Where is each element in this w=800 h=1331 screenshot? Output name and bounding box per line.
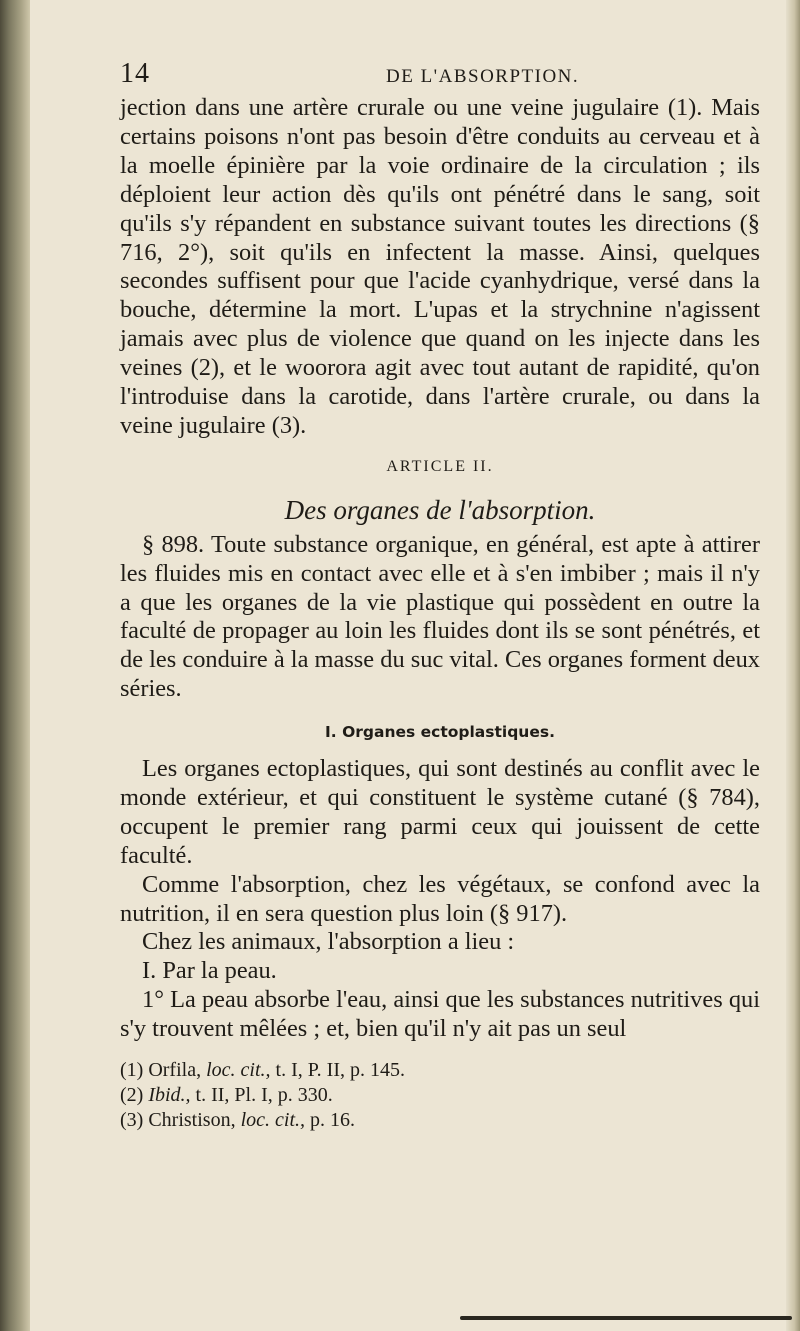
body-paragraph-animals: Chez les animaux, l'absorption a lieu : — [142, 928, 515, 956]
page-edge-shadow — [786, 0, 800, 1331]
book-binding-shadow — [0, 0, 30, 1331]
body-paragraph-skin-absorbs: 1° La peau absorbe l'eau, ainsi que les substances nutritives qui s'y trouvent mêlées ; et, bien qu'il n'y ait pas un seul — [120, 986, 760, 1043]
footnote-ref: Ibid., — [148, 1084, 191, 1107]
running-head — [120, 60, 760, 94]
footnote-ref: loc. cit., — [206, 1059, 271, 1082]
footnote-rest: t. II, Pl. I, p. 330. — [195, 1084, 333, 1107]
section-title: Des organes de l'absorption. — [284, 494, 596, 525]
body-paragraph-vegetals: Comme l'absorption, chez les végétaux, se confond avec la nutrition, il en sera question plus loin (§ 917). — [120, 870, 760, 927]
bottom-edge-rule — [460, 1316, 792, 1320]
footnote-number: (3) — [120, 1109, 144, 1132]
running-title: DE L'ABSORPTION. — [386, 66, 580, 87]
footnote-rest: p. 16. — [310, 1109, 356, 1132]
article-label: ARTICLE II. — [386, 457, 494, 475]
body-paragraph-ectoplastic: Les organes ectoplastiques, qui sont destinés au conflit avec le monde extérieur, et qui constituent le système cutané (§ 784), occupent le premier rang parmi ceux qui jouissent de cette faculté. — [120, 755, 760, 869]
footnotes — [120, 1058, 760, 1133]
footnote-author: Christison, — [148, 1109, 236, 1132]
footnote-ref: loc. cit., — [240, 1109, 306, 1132]
footnote-author: Orfila, — [148, 1059, 202, 1082]
body-paragraph-continuation: jection dans une artère crurale ou une veine jugulaire (1). Mais certains poisons n'ont pas besoin d'être conduits au cerveau et à la moelle épinière par la voie ordinaire de la circulation ; ils déploient leur action dès qu'ils ont pénétré dans le sang, soit qu'ils s'y répandent en substance suivant toutes les directions (§ 716, 2°), soit qu'ils en infectent la masse. Ainsi, quelques secondes suffisent pour que l'acide cyanhydrique, versé dans la bouche, détermine la mort. L'upas et la strychnine n'agissent jamais avec plus de violence que quand on les injecte dans les veines (2), et le woorora agit avec tout autant de rapidité, qu'on l'introduise dans la carotide, dans l'artère crurale, ou dans la veine jugulaire (3). — [120, 94, 760, 439]
footnote-number: (1) — [120, 1059, 144, 1082]
book-page — [120, 60, 760, 1133]
body-paragraph-898: § 898. Toute substance organique, en général, est apte à attirer les fluides mis en contact avec elle et à s'en imbiber ; mais il n'y a que les organes de la vie plastique qui possèdent en outre la faculté de propager au loin les fluides dont ils se sont pénétrés, et de les conduire à la masse du suc vital. Ces organes forment deux séries. — [120, 530, 760, 703]
page-number: 14 — [120, 58, 150, 89]
subsection-title: I. Organes ectoplastiques. — [325, 723, 555, 742]
footnote-number: (2) — [120, 1084, 144, 1107]
footnote-rest: t. I, P. II, p. 145. — [275, 1059, 405, 1082]
footnote — [120, 1108, 760, 1133]
body-paragraph-skin-heading: I. Par la peau. — [142, 957, 277, 985]
footnote — [120, 1083, 760, 1108]
footnote — [120, 1058, 760, 1083]
